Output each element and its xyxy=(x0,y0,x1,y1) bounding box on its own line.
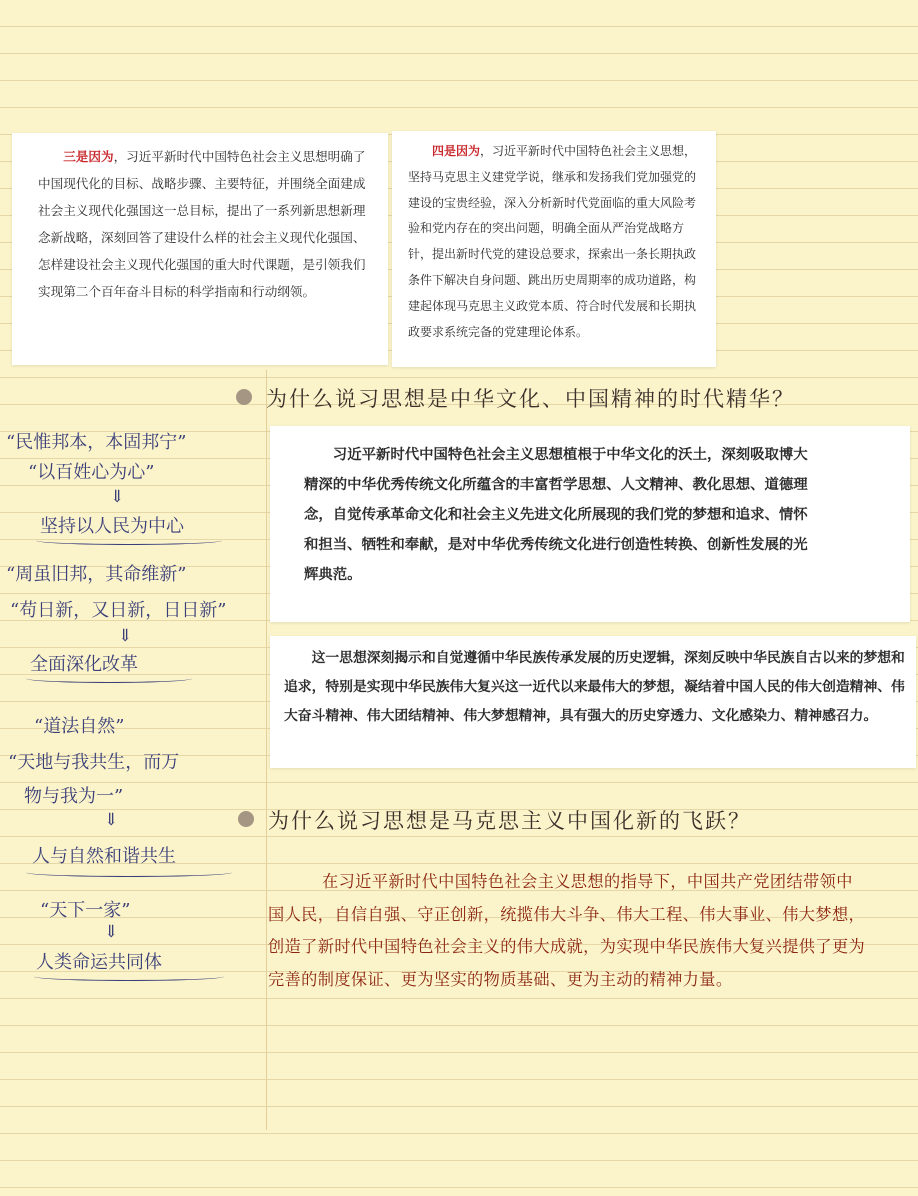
note-quote: “天下一家” xyxy=(40,900,131,921)
card-text: ，习近平新时代中国特色社会主义思想，坚持马克思主义建党学说，继承和发扬我们党加强党的建设的宝贵经验，深入分析新时代党面临的重大风险考验和党内存在的突出问题，明确全面从严治党战略方针，提出新时代党的建设总要求，探索出一条长期执政条件下解决自身问题、跳出历史周期率的成功道路，构建起体现马克思主义政党本质、符合时代发展和长期执政要求系统完备的党建理论体系。 xyxy=(408,144,697,339)
down-arrow-icon: ⇓ xyxy=(110,487,125,507)
note-principle: 全面深化改革 xyxy=(30,654,138,675)
down-arrow-icon: ⇓ xyxy=(118,626,133,646)
note-quote: “道法自然” xyxy=(34,716,125,737)
printed-card-history xyxy=(270,636,916,768)
note-quote: 物与我为一” xyxy=(24,786,124,807)
printed-card-four xyxy=(392,131,716,367)
underline xyxy=(36,536,222,545)
card-text: 习近平新时代中国特色社会主义思想植根于中华文化的沃土，深刻吸取博大精深的中华优秀传统文化所蕴含的丰富哲学思想、人文精神、教化思想、道德理念，自觉传承革命文化和社会主义先进文化所展现的我们党的梦想和追求、情怀和担当、牺牲和奉献，是对中华优秀传统文化进行创造性转换、创新性发展的光辉典范。 xyxy=(304,447,808,583)
note-quote: “民惟邦本，本固邦宁” xyxy=(6,432,187,453)
card-text: ，习近平新时代中国特色社会主义思想明确了中国现代化的目标、战略步骤、主要特征，并围绕全面建成社会主义现代化强国这一总目标，提出了一系列新思想新理念新战略，深刻回答了建设什么样的社会主义现代化强国、怎样建设社会主义现代化强国的重大时代课题，是引领我们实现第二个百年奋斗目标的科学指南和行动纲领。 xyxy=(38,149,366,299)
card-text: 这一思想深刻揭示和自觉遵循中华民族传承发展的历史逻辑，深刻反映中华民族自古以来的梦想和追求，特别是实现中华民族伟大复兴这一近代以来最伟大的梦想，凝结着中国人民的伟大创造精神、伟大奋斗精神、伟大团结精神、伟大梦想精神，具有强大的历史穿透力、文化感染力、精神感召力。 xyxy=(284,650,905,724)
underline xyxy=(34,972,224,981)
note-principle: 人与自然和谐共生 xyxy=(32,846,176,867)
card-lead: 四是因为 xyxy=(432,144,481,158)
margin-line xyxy=(266,370,267,1130)
note-quote: “以百姓心为心” xyxy=(28,462,155,483)
bullet-dot xyxy=(238,811,254,827)
card-lead: 三是因为 xyxy=(63,149,114,164)
card-paragraph xyxy=(408,139,698,345)
bullet-dot xyxy=(236,389,252,405)
note-quote: “周虽旧邦，其命维新” xyxy=(6,564,187,585)
down-arrow-icon: ⇓ xyxy=(104,922,119,942)
card-paragraph xyxy=(38,143,368,305)
answer-text: 在习近平新时代中国特色社会主义思想的指导下，中国共产党团结带领中国人民，自信自强、守正创新，统揽伟大斗争、伟大工程、伟大事业、伟大梦想，创造了新时代中国特色社会主义的伟大成就，为实现中华民族伟大复兴提供了更为完善的制度保证、更为坚实的物质基础、更为主动的精神力量。 xyxy=(268,872,866,989)
handwritten-answer xyxy=(268,866,868,996)
printed-card-three xyxy=(12,133,388,365)
note-principle: 坚持以人民为中心 xyxy=(40,516,184,537)
down-arrow-icon: ⇓ xyxy=(104,810,119,830)
question-heading-culture: 为什么说习思想是中华文化、中国精神的时代精华？ xyxy=(266,387,795,411)
note-principle: 人类命运共同体 xyxy=(36,952,162,973)
note-quote: “天地与我共生，而万 xyxy=(8,752,180,773)
note-quote: “苟日新，又日新，日日新” xyxy=(10,600,227,621)
underline xyxy=(26,674,192,683)
underline xyxy=(26,868,232,877)
question-heading-marxism: 为什么说习思想是马克思主义中国化新的飞跃？ xyxy=(268,809,751,833)
printed-card-culture xyxy=(270,426,910,622)
